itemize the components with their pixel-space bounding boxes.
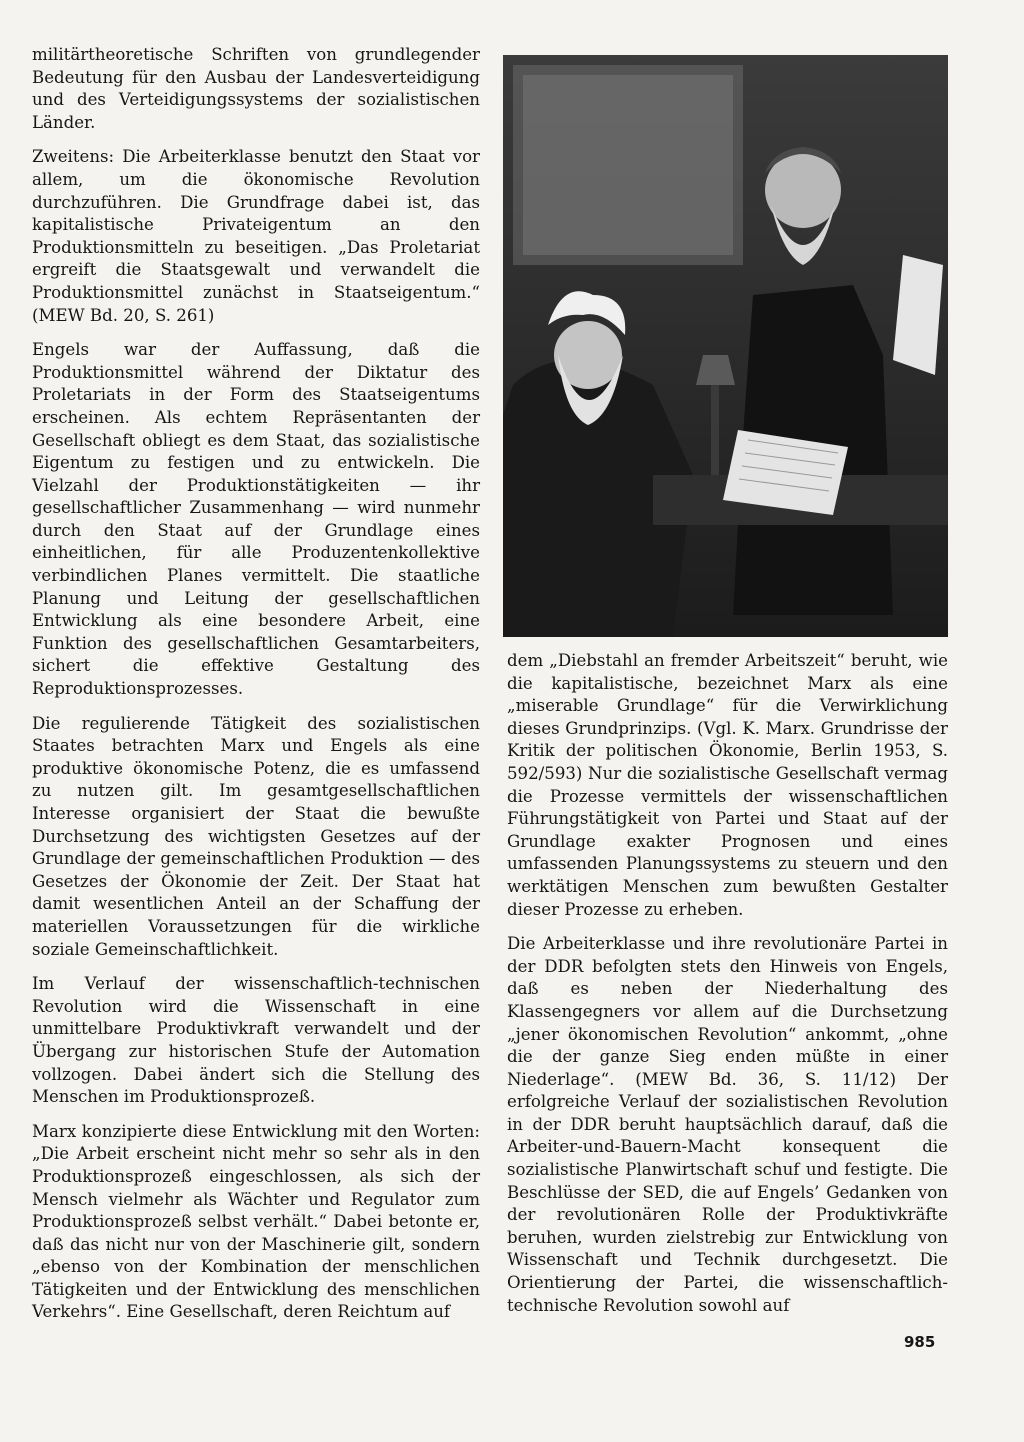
paragraph: Die regulierende Tätigkeit des sozialistischen Staates betrachten Marx und Engels als eine produktive ökonomische Potenz, die es umfassend zu nutzen gilt. Im gesamtgesellschaftlichen Interesse organisiert der Staat die bewußte Durchsetzung des wichtigsten Gesetzes auf der Grundlage der gemeinschaftlichen Produktion — des Gesetzes der Ökonomie der Zeit. Der Staat hat damit wesentlichen Anteil an der Schaffung der materiellen Voraussetzungen für die wirkliche soziale Gemeinschaftlichkeit. bbox=[32, 713, 480, 959]
paragraph: militärtheoretische Schriften von grundlegender Bedeutung für den Ausbau der Landesverteidigung und des Verteidigungssystems der sozialistischen Länder. bbox=[32, 45, 480, 132]
illustration-marx-engels bbox=[503, 55, 948, 637]
left-text-column bbox=[32, 44, 480, 1336]
engraving-picture bbox=[503, 55, 948, 637]
paragraph: Die Arbeiterklasse und ihre revolutionäre Partei in der DDR befolgten stets den Hinweis von Engels, daß es neben der Niederhaltung des Klassengegners vor allem auf die Durchsetzung „jener ökonomischen Revolution“ ankommt, „ohne die der ganze Sieg enden müßte in einer Niederlage“. (MEW Bd. 36, S. 11/12) Der erfolgreiche Verlauf der sozialistischen Revolution in der DDR beruht hauptsächlich darauf, daß die Arbeiter-und-Bauern-Macht konsequent die sozialistische Planwirtschaft schuf und festigte. Die Beschlüsse der SED, die auf Engels’ Gedanken von der revolutionären Rolle der Produktivkräfte beruhen, wurden zielstrebig zur Entwicklung von Wissenschaft und Technik durchgesetzt. Die Orientierung der Partei, die wissenschaftlich-technische Revolution sowohl auf bbox=[507, 934, 948, 1315]
page-number: 985 bbox=[904, 1333, 936, 1351]
paragraph: Marx konzipierte diese Entwicklung mit den Worten: „Die Arbeit erscheint nicht mehr so sehr als in den Produktionsprozeß eingeschlossen, als sich der Mensch vielmehr als Wächter und Regulator zum Produktionsprozeß selbst verhält.“ Dabei betonte er, daß das nicht nur von der Maschinerie gilt, sondern „ebenso von der Kombination der menschlichen Tätigkeiten und der Entwicklung des menschlichen Verkehrs“. Eine Gesellschaft, deren Reichtum auf bbox=[32, 1121, 480, 1322]
paragraph: Zweitens: Die Arbeiterklasse benutzt den Staat vor allem, um die ökonomische Revolution durchzuführen. Die Grundfrage dabei ist, das kapitalistische Privateigentum an den Produktionsmitteln zu beseitigen. „Das Proletariat ergreift die Staatsgewalt und verwandelt die Produktionsmittel zunächst in Staatseigentum.“ (MEW Bd. 20, S. 261) bbox=[32, 147, 480, 325]
paragraph: dem „Diebstahl an fremder Arbeitszeit“ beruht, wie die kapitalistische, bezeichnet Marx als eine „miserable Grundlage“ für die Verwirklichung dieses Grundprinzips. (Vgl. K. Marx. Grundrisse der Kritik der politischen Ökonomie, Berlin 1953, S. 592/593) Nur die sozialistische Gesellschaft vermag die Prozesse vermittels der wissenschaftlichen Führungstätigkeit von Partei und Staat auf der Grundlage exakter Prognosen und eines umfassenden Planungssystems zu steuern und den werktätigen Menschen zum bewußten Gestalter dieser Prozesse zu erheben. bbox=[507, 651, 948, 919]
paragraph: Engels war der Auffassung, daß die Produktionsmittel während der Diktatur des Proletariats in der Form des Staatseigentums erscheinen. Als echtem Repräsentanten der Gesellschaft obliegt es dem Staat, das sozialistische Eigentum zu festigen und zu entwickeln. Die Vielzahl der Produktionstätigkeiten — ihr gesellschaftlicher Zusammenhang — wird nunmehr durch den Staat auf der Grundlage eines einheitlichen, für alle Produzentenkollektive verbindlichen Planes vermittelt. Die staatliche Planung und Leitung der gesellschaftlichen Entwicklung als eine besondere Arbeit, eine Funktion des gesellschaftlichen Gesamtarbeiters, sichert die effektive Gestaltung des Reproduktionsprozesses. bbox=[32, 340, 480, 699]
right-text-column bbox=[507, 650, 948, 1329]
paragraph: Im Verlauf der wissenschaftlich-technischen Revolution wird die Wissenschaft in eine unmittelbare Produktivkraft verwandelt und der Übergang zur historischen Stufe der Automation vollzogen. Dabei ändert sich die Stellung des Menschen im Produktionsprozeß. bbox=[32, 974, 480, 1107]
